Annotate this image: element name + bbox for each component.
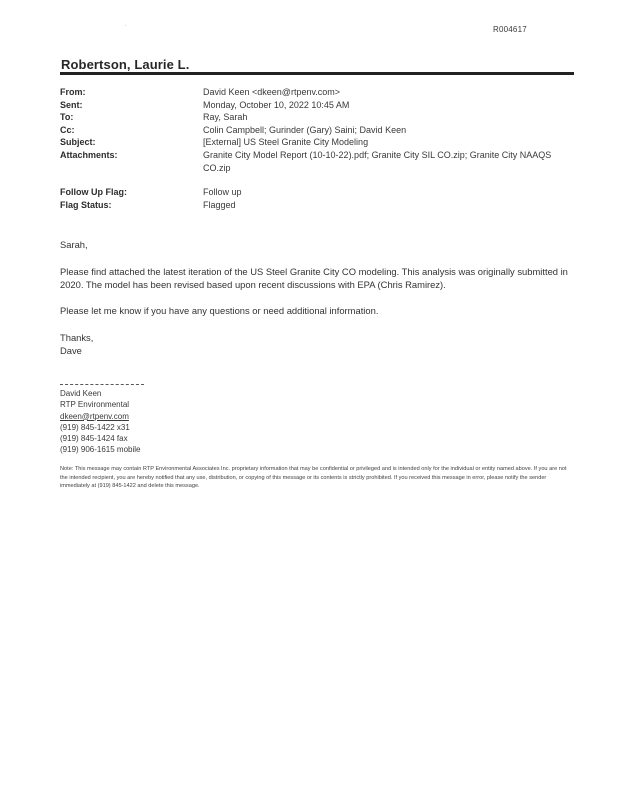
header-from [60, 86, 574, 99]
attachments-value: Granite City Model Report (10-10-22).pdf; Granite City SIL CO.zip; Granite City NAAQS CO.zip [203, 149, 552, 173]
recipient-value: Ray, Sarah [203, 112, 248, 123]
header-attachments [60, 149, 574, 174]
header-label: To: [60, 112, 74, 123]
sign-off-name: Dave [60, 345, 82, 356]
sender-value: David Keen <dkeen@rtpenv.com> [203, 87, 341, 97]
subject-value: [External] US Steel Granite City Modeling [203, 137, 369, 148]
sent-date-value: Monday, October 10, 2022 10:45 AM [203, 99, 350, 110]
signature-name: David Keen [60, 389, 102, 398]
header-spacer [60, 174, 574, 186]
header-divider [60, 72, 574, 75]
confidentiality-notice: Note: This message may contain RTP Environmental Associates Inc. proprietary information that may be confidential or privileged and is intended only for the individual or entity named above. If you are not the intended recipient, you are hereby notified that any use, distribution, or copying of this message or its contents is strictly prohibited. If you received this message in error, please notify the sender immediately at (919) 845-1422 and delete this message. [60, 466, 567, 490]
body-paragraph-2: Please let me know if you have any questions or need additional information. [60, 305, 379, 316]
closing: Thanks, [60, 332, 94, 343]
header-subject [60, 136, 574, 149]
header-label: Sent: [60, 99, 83, 110]
header-label: Subject: [60, 137, 96, 148]
header-label: Flag Status: [60, 199, 112, 210]
signature-phone-mobile: (919) 906-1615 mobile [60, 445, 141, 455]
signature-block [60, 388, 141, 456]
cc-value: Colin Campbell; Gurinder (Gary) Saini; David Keen [203, 124, 407, 135]
header-sent [60, 99, 574, 112]
signature-phone-fax: (919) 845-1424 fax [60, 434, 128, 444]
body-paragraph-1: Please find attached the latest iteration of the US Steel Granite City CO modeling. This analysis was originally submitted in 2020. The model has been revised based upon recent discussions with EPA (Chris Ramirez). [60, 266, 568, 290]
header-label: Follow Up Flag: [60, 187, 127, 198]
header-follow-up-flag [60, 186, 574, 199]
signature-divider [60, 384, 144, 385]
scan-mark: ` [124, 25, 127, 32]
signature-email-link[interactable]: dkeen@rtpenv.com [60, 411, 129, 421]
header-to [60, 111, 574, 124]
header-label: Cc: [60, 124, 75, 135]
email-headers [60, 86, 574, 211]
header-flag-status [60, 199, 574, 212]
follow-up-value: Follow up [203, 187, 242, 198]
email-body [60, 238, 574, 357]
greeting: Sarah, [60, 239, 88, 250]
mailbox-owner-name: Robertson, Laurie L. [61, 57, 190, 72]
signature-phone-office: (919) 845-1422 x31 [60, 422, 130, 432]
flag-status-value: Flagged [203, 199, 236, 210]
header-cc [60, 124, 574, 137]
header-label: Attachments: [60, 149, 118, 160]
signature-company: RTP Environmental [60, 400, 130, 410]
header-label: From: [60, 87, 86, 97]
bates-number: R004617 [493, 25, 527, 34]
